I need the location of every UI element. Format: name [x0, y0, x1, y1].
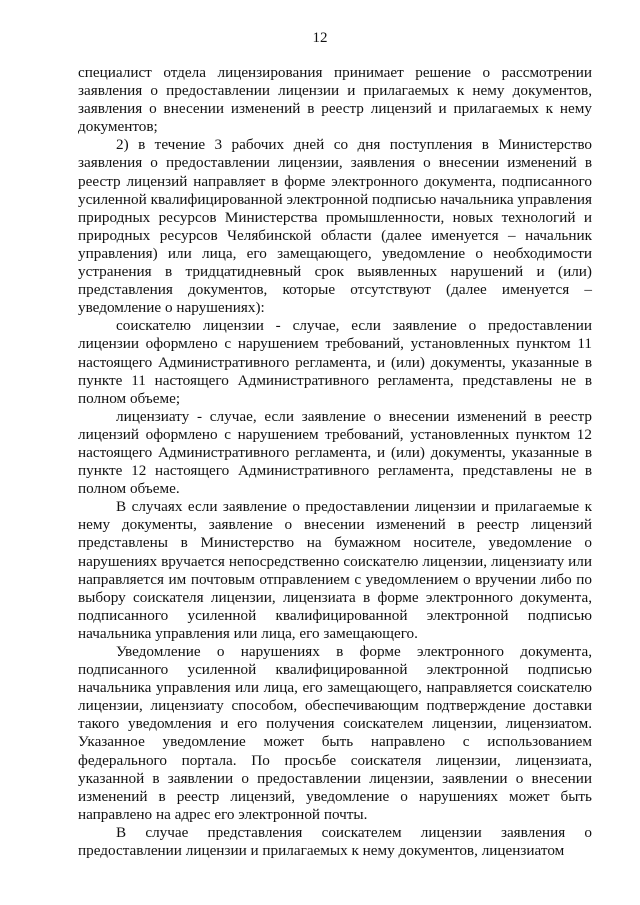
page-number: 12	[312, 30, 328, 46]
paragraph-4: лицензиату - случае, если заявление о внесении изменений в реестр лицензий оформлено с нарушением требований, установленных пунктом 12 настоящего Административного регламента, и (или) документы, указанные в пункте 12 настоящего Административного регламента, представлены не в полном объеме.	[78, 407, 592, 498]
paragraph-6: Уведомление о нарушениях в форме электронного документа, подписанного усиленной квалифицированной электронной подписью начальника управления или лица, его замещающего, направляется соискателю лицензии, лицензиату способом, обеспечивающим подтверждение доставки такого уведомления и его получения соискателем лицензии, лицензиатом. Указанное уведомление может быть направлено с использованием федерального портала. По просьбе соискателя лицензии, лицензиата, указанной в заявлении о предоставлении лицензии, заявлении о внесении изменений в реестр лицензий, уведомление о нарушениях может быть направлено на адрес его электронной почты.	[78, 643, 592, 823]
paragraph-3: соискателю лицензии - случае, если заявление о предоставлении лицензии оформлено с нарушением требований, установленных пунктом 11 настоящего Административного регламента, и (или) документы, указанные в пункте 11 настоящего Административного регламента, представлены не в полном объеме;	[78, 317, 592, 407]
paragraph-1: специалист отдела лицензирования принимает решение о рассмотрении заявления о предоставлении лицензии и прилагаемых к нему документов, заявления о внесении изменений в реестр лицензий и прилагаемых к нему документов;	[78, 64, 592, 136]
paragraph-2: 2) в течение 3 рабочих дней со дня поступления в Министерство заявления о предоставлении лицензии, заявления о внесении изменений в реестр лицензий направляет в форме электронного документа, подписанного усиленной квалифицированной электронной подписью начальника управления природных ресурсов Министерства промышленности, новых технологий и природных ресурсов Челябинской области (далее именуется – начальник управления) или лица, его замещающего, уведомление о необходимости устранения в тридцатидневный срок выявленных нарушений и (или) представления документов, которые отсутствуют (далее именуется – уведомление о нарушениях):	[78, 136, 592, 317]
paragraph-5: В случаях если заявление о предоставлении лицензии и прилагаемые к нему документы, заявление о внесении изменений в реестр лицензий представлены в Министерство на бумажном носителе, уведомление о нарушениях вручается непосредственно соискателю лицензии, лицензиату или направляется им почтовым отправлением с уведомлением о вручении либо по выбору соискателя лицензии, лицензиата в форме электронного документа, подписанного усиленной квалифицированной электронной подписью начальника управления или лица, его замещающего.	[78, 498, 592, 642]
document-body	[78, 64, 592, 860]
paragraph-7: В случае представления соискателем лицензии заявления о предоставлении лицензии и прилагаемых к нему документов, лицензиатом	[78, 823, 592, 860]
